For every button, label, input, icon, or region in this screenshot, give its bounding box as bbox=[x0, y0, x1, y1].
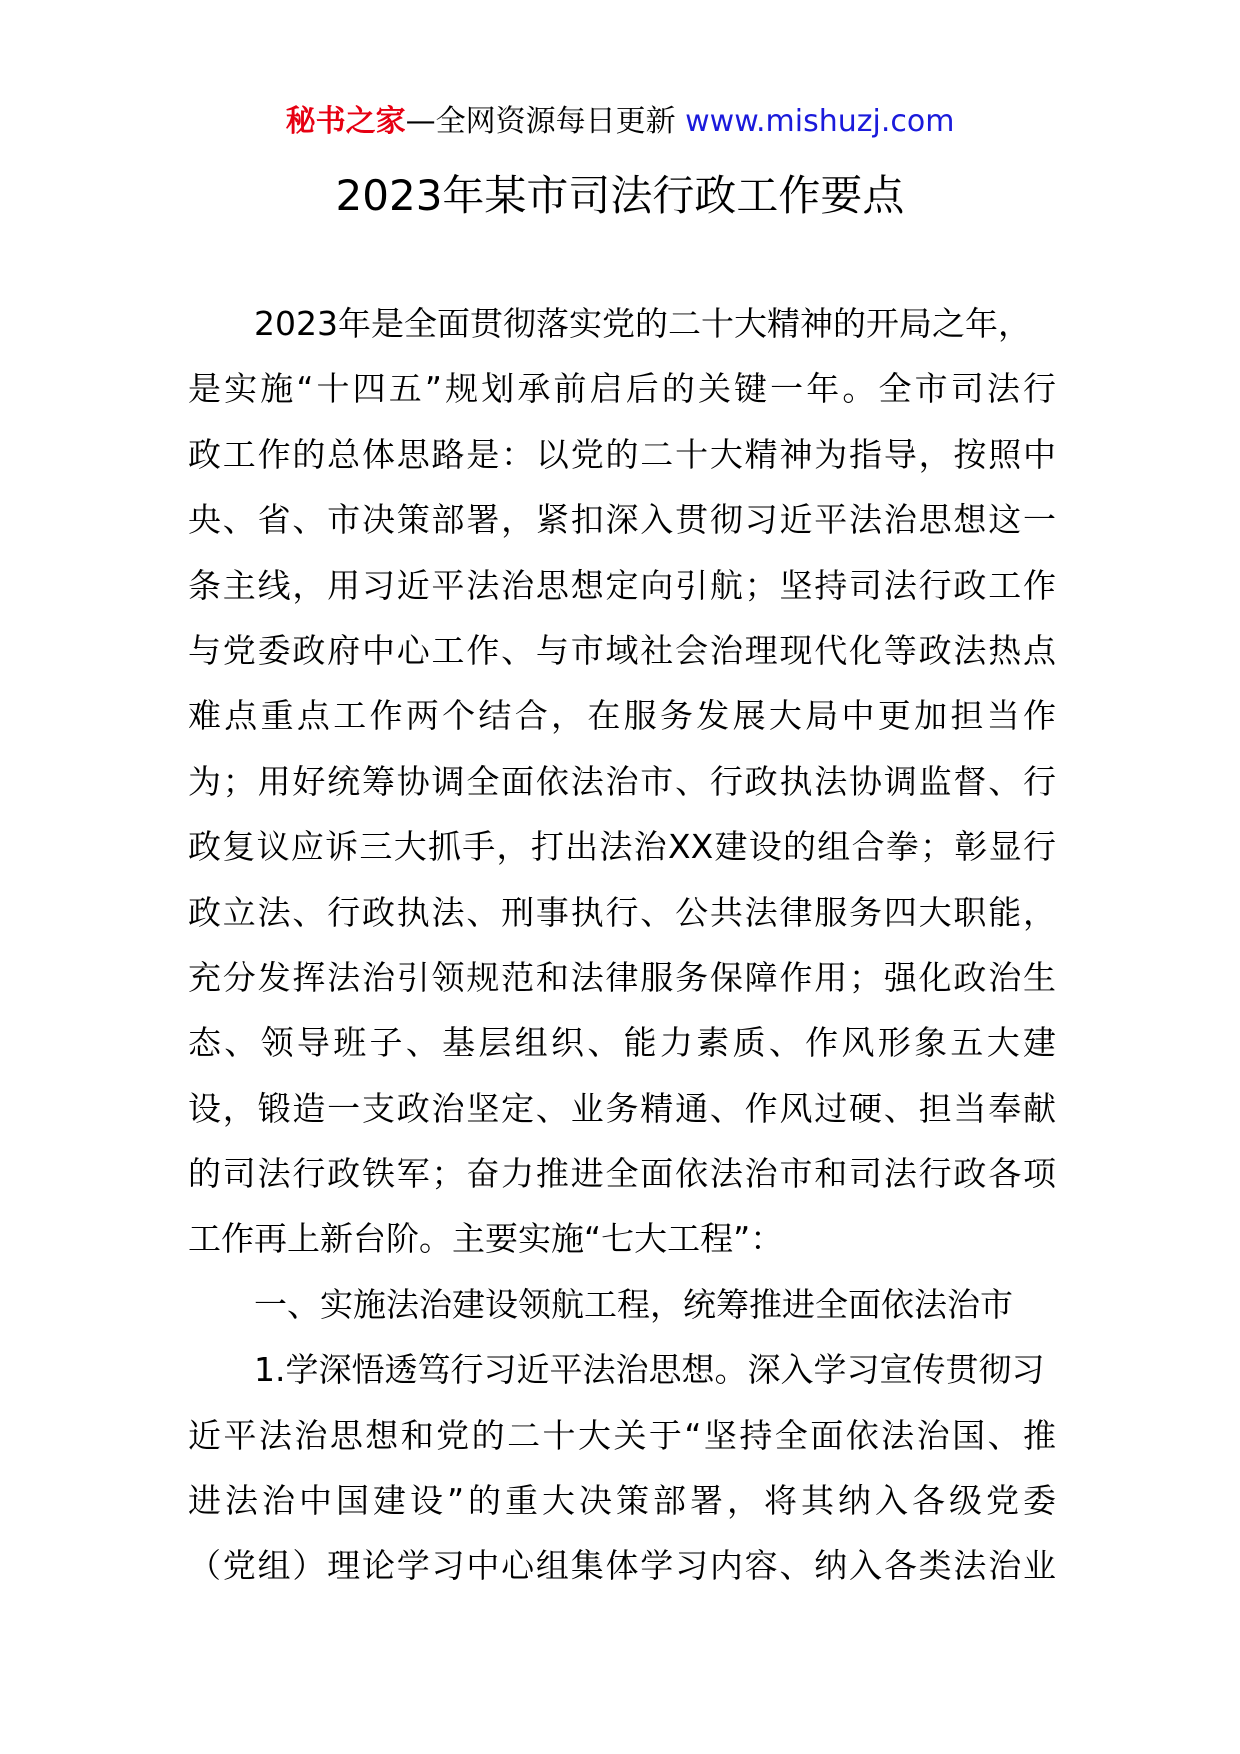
body-line: 近平法治思想和党的二十大关于“坚持全面依法治国、推 bbox=[188, 1415, 1056, 1455]
body-line: 政复议应诉三大抓手，打出法治XX建设的组合拳；彰显行 bbox=[188, 827, 1056, 867]
site-url[interactable]: www.mishuzj.com bbox=[685, 104, 955, 139]
body-line: 条主线，用习近平法治思想定向引航；坚持司法行政工作 bbox=[188, 565, 1056, 605]
site-brand: 秘书之家 bbox=[285, 104, 406, 139]
body-line: 2023年是全面贯彻落实党的二十大精神的开局之年， bbox=[254, 304, 1031, 343]
body-line: 设，锻造一支政治坚定、业务精通、作风过硬、担当奉献 bbox=[188, 1088, 1056, 1128]
body-line: 与党委政府中心工作、与市域社会治理现代化等政法热点 bbox=[188, 630, 1056, 670]
document-body bbox=[188, 291, 1056, 1599]
site-tagline: —全网资源每日更新 bbox=[405, 104, 676, 139]
watermark-header bbox=[0, 100, 1240, 144]
body-line: 1.学深悟透笃行习近平法治思想。深入学习宣传贯彻习 bbox=[254, 1350, 1045, 1390]
body-line: 充分发挥法治引领规范和法律服务保障作用；强化政治生 bbox=[188, 957, 1056, 997]
body-line: 的司法行政铁军；奋力推进全面依法治市和司法行政各项 bbox=[188, 1154, 1056, 1194]
body-line: 态、领导班子、基层组织、能力素质、作风形象五大建 bbox=[188, 1023, 1056, 1063]
body-line: （党组）理论学习中心组集体学习内容、纳入各类法治业 bbox=[188, 1546, 1056, 1586]
document-title: 2023年某市司法行政工作要点 bbox=[335, 171, 905, 220]
body-line: 政立法、行政执法、刑事执行、公共法律服务四大职能， bbox=[188, 892, 1056, 932]
body-line: 央、省、市决策部署，紧扣深入贯彻习近平法治思想这一 bbox=[188, 500, 1056, 540]
body-line: 为；用好统筹协调全面依法治市、行政执法协调监督、行 bbox=[188, 761, 1056, 801]
body-line: 是实施“十四五”规划承前启后的关键一年。全市司法行 bbox=[188, 369, 1056, 409]
body-line: 工作再上新台阶。主要实施“七大工程”： bbox=[188, 1219, 784, 1259]
body-line: 政工作的总体思路是：以党的二十大精神为指导，按照中 bbox=[188, 434, 1056, 474]
body-line: 进法治中国建设”的重大决策部署，将其纳入各级党委 bbox=[188, 1481, 1056, 1521]
body-line: 难点重点工作两个结合，在服务发展大局中更加担当作 bbox=[188, 696, 1056, 736]
section-heading: 一、实施法治建设领航工程，统筹推进全面依法治市 bbox=[254, 1284, 1013, 1324]
